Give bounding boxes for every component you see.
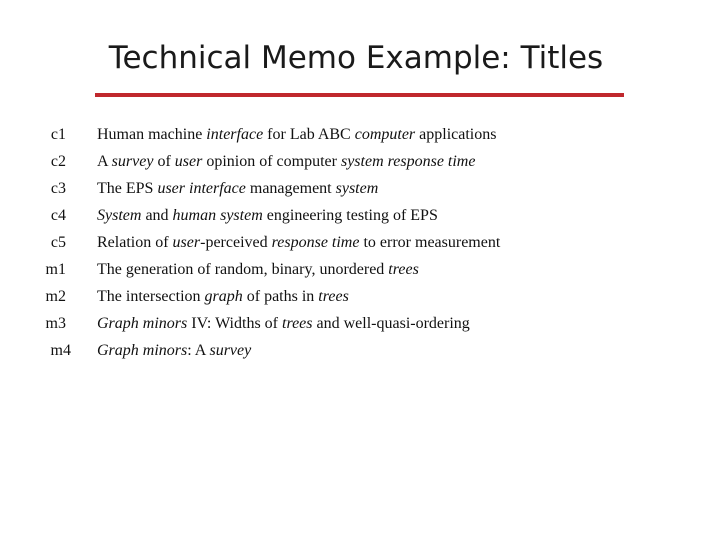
index-term: survey xyxy=(209,342,252,359)
document-row xyxy=(0,151,720,178)
document-id: c3 xyxy=(50,180,66,197)
title-text: : A xyxy=(187,342,210,359)
title-text: IV: Widths of xyxy=(187,315,282,332)
document-row xyxy=(0,178,720,205)
index-term: interface xyxy=(206,126,264,143)
index-term: system xyxy=(335,180,379,197)
index-term: Graph minors xyxy=(97,342,188,359)
document-row xyxy=(0,232,720,259)
title-text: The generation of random, binary, unordered xyxy=(97,261,389,278)
index-term: Graph minors xyxy=(97,315,188,332)
document-id: c4 xyxy=(50,207,66,224)
title-text: and well-quasi-ordering xyxy=(312,315,470,332)
document-row xyxy=(0,340,720,367)
title-text: of paths in xyxy=(242,288,319,305)
document-title xyxy=(97,126,496,144)
title-text: applications xyxy=(415,126,497,143)
document-title xyxy=(97,234,500,252)
title-text: of xyxy=(153,153,175,170)
index-term: trees xyxy=(318,288,349,305)
index-term: graph xyxy=(204,288,243,305)
slide-title: Technical Memo Example: Titles xyxy=(108,40,604,76)
document-title xyxy=(97,261,419,279)
title-text: engineering testing of EPS xyxy=(262,207,438,224)
title-text: A xyxy=(97,153,112,170)
index-term: human system xyxy=(172,207,263,224)
index-term: trees xyxy=(388,261,419,278)
title-text: and xyxy=(141,207,173,224)
title-underline xyxy=(95,93,624,97)
document-title xyxy=(97,288,349,306)
document-id: m2 xyxy=(45,288,66,305)
title-text: The intersection xyxy=(97,288,205,305)
title-text: opinion of computer xyxy=(202,153,341,170)
title-text: -perceived xyxy=(200,234,272,251)
document-title xyxy=(97,315,470,333)
document-id: m4 xyxy=(50,342,71,359)
title-text: for Lab ABC xyxy=(263,126,355,143)
title-text: management xyxy=(245,180,336,197)
index-term: System xyxy=(97,207,142,224)
title-text: Relation of xyxy=(97,234,173,251)
document-title xyxy=(97,180,378,198)
document-row xyxy=(0,259,720,286)
title-text: Human machine xyxy=(97,126,207,143)
title-text: The EPS xyxy=(97,180,158,197)
index-term: survey xyxy=(111,153,154,170)
document-row xyxy=(0,313,720,340)
document-title xyxy=(97,153,475,171)
index-term: response time xyxy=(271,234,360,251)
document-id: m1 xyxy=(45,261,66,278)
document-row xyxy=(0,286,720,313)
document-id: c1 xyxy=(50,126,66,143)
document-id: m3 xyxy=(45,315,66,332)
index-term: user xyxy=(172,234,201,251)
document-row xyxy=(0,205,720,232)
document-id: c5 xyxy=(50,234,66,251)
document-title-list xyxy=(0,124,720,367)
index-term: user xyxy=(174,153,203,170)
index-term: user interface xyxy=(157,180,246,197)
index-term: trees xyxy=(282,315,313,332)
document-title xyxy=(97,207,438,225)
document-id: c2 xyxy=(50,153,66,170)
document-row xyxy=(0,124,720,151)
index-term: system response time xyxy=(340,153,476,170)
index-term: computer xyxy=(354,126,416,143)
document-title xyxy=(97,342,251,360)
title-text: to error measurement xyxy=(359,234,501,251)
